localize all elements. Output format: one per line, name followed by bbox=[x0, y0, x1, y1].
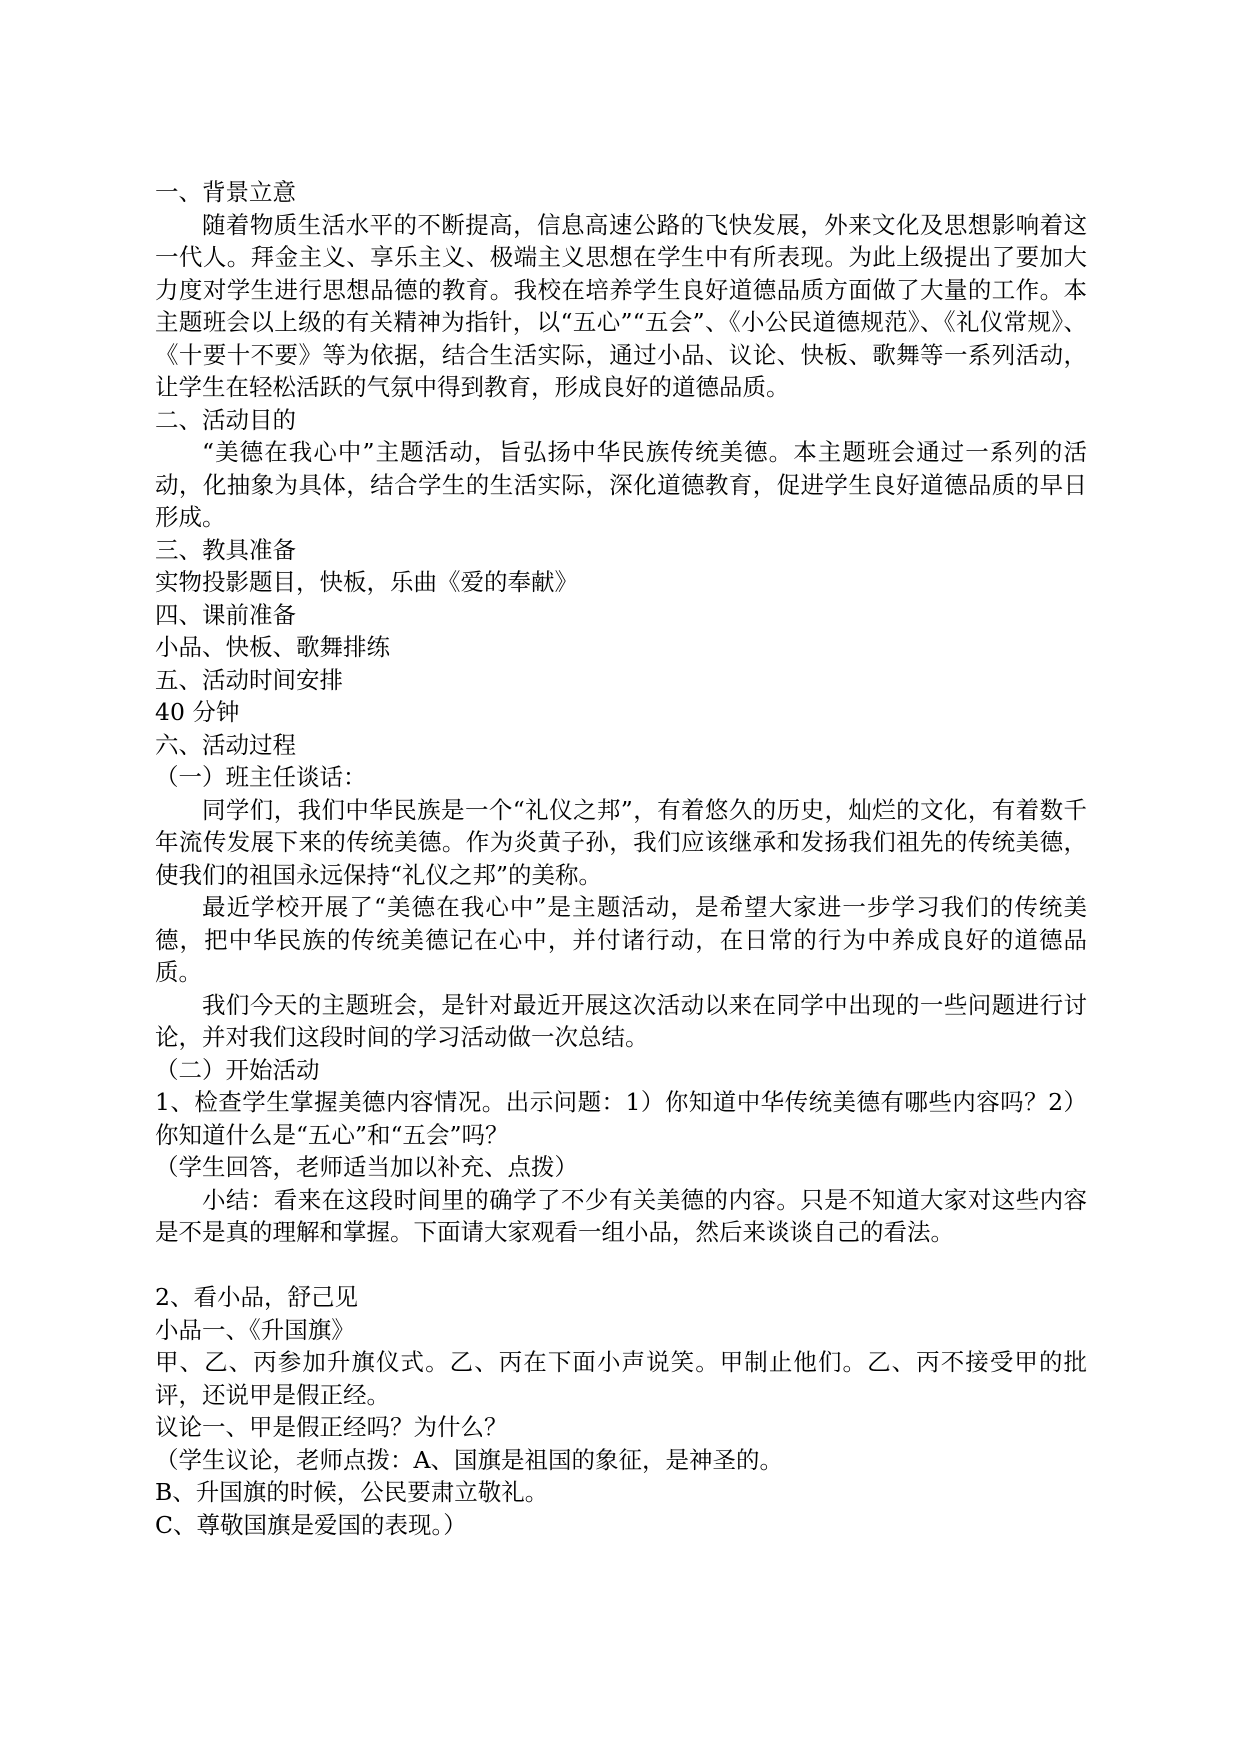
teacher-talk-paragraph-1: 同学们，我们中华民族是一个“礼仪之邦”，有着悠久的历史，灿烂的文化，有着数千年流传发展下来的传统美德。作为炎黄子孙，我们应该继承和发扬我们祖先的传统美德，使我们的祖国永远保持“礼仪之邦”的美称。 bbox=[155, 795, 1087, 889]
section-heading-materials: 三、教具准备 bbox=[155, 535, 296, 564]
subheading-start-activity: （二）开始活动 bbox=[155, 1055, 320, 1084]
activity-summary: 小结：看来在这段时间里的确学了不少有关美德的内容。只是不知道大家对这些内容是不是真的理解和掌握。下面请大家观看一组小品，然后来谈谈自己的看法。 bbox=[155, 1185, 1087, 1246]
section-heading-time: 五、活动时间安排 bbox=[155, 665, 343, 694]
discussion-1-question: 议论一、甲是假正经吗？为什么？ bbox=[155, 1413, 508, 1441]
skit-1-title: 小品一、《升国旗》 bbox=[155, 1315, 355, 1344]
skit-1-description: 甲、乙、丙参加升旗仪式。乙、丙在下面小声说笑。甲制止他们。乙、丙不接受甲的批评，还说甲是假正经。 bbox=[155, 1348, 1087, 1409]
activity-item-1: 1、检查学生掌握美德内容情况。出示问题：1）你知道中华传统美德有哪些内容吗？2）你知道什么是“五心”和“五会”吗？ bbox=[155, 1088, 1087, 1149]
background-paragraph: 随着物质生活水平的不断提高，信息高速公路的飞快发展，外来文化及思想影响着这一代人。拜金主义、享乐主义、极端主义思想在学生中有所表现。为此上级提出了要加大力度对学生进行思想品德的教育。我校在培养学生良好道德品质方面做了大量的工作。本主题班会以上级的有关精神为指针，以“五心”“五会”、《小公民道德规范》、《礼仪常规》、《十要十不要》等为依据，结合生活实际，通过小品、议论、快板、歌舞等一系列活动，让学生在轻松活跃的气氛中得到教育，形成良好的道德品质。 bbox=[155, 210, 1087, 401]
purpose-paragraph: “美德在我心中”主题活动，旨弘扬中华民族传统美德。本主题班会通过一系列的活动，化抽象为具体，结合学生的生活实际，深化道德教育，促进学生良好道德品质的早日形成。 bbox=[155, 438, 1087, 531]
blank-line bbox=[155, 1249, 1087, 1282]
subheading-teacher-talk: （一）班主任谈话： bbox=[155, 763, 367, 791]
document-page bbox=[155, 176, 1087, 1541]
discussion-1-point-a: （学生议论，老师点拨：A、国旗是祖国的象征，是神圣的。 bbox=[155, 1445, 783, 1474]
section-heading-process: 六、活动过程 bbox=[155, 730, 296, 759]
time-text: 40 分钟 bbox=[155, 698, 240, 726]
activity-note: （学生回答，老师适当加以补充、点拨） bbox=[155, 1153, 578, 1181]
discussion-1-point-c: C、尊敬国旗是爱国的表现。） bbox=[155, 1510, 467, 1539]
preparation-text: 小品、快板、歌舞排练 bbox=[155, 633, 390, 661]
teacher-talk-paragraph-2: 最近学校开展了“美德在我心中”是主题活动，是希望大家进一步学习我们的传统美德，把中华民族的传统美德记在心中，并付诸行动，在日常的行为中养成良好的道德品质。 bbox=[155, 893, 1087, 986]
section-heading-preparation: 四、课前准备 bbox=[155, 600, 296, 629]
activity-item-2: 2、看小品，舒己见 bbox=[155, 1283, 358, 1311]
discussion-1-point-b: B、升国旗的时候，公民要肃立敬礼。 bbox=[155, 1478, 549, 1506]
section-heading-purpose: 二、活动目的 bbox=[155, 405, 296, 434]
section-heading-background: 一、背景立意 bbox=[155, 178, 296, 206]
materials-text: 实物投影题目，快板，乐曲《爱的奉献》 bbox=[155, 568, 578, 596]
teacher-talk-paragraph-3: 我们今天的主题班会，是针对最近开展这次活动以来在同学中出现的一些问题进行讨论，并对我们这段时间的学习活动做一次总结。 bbox=[155, 990, 1087, 1051]
